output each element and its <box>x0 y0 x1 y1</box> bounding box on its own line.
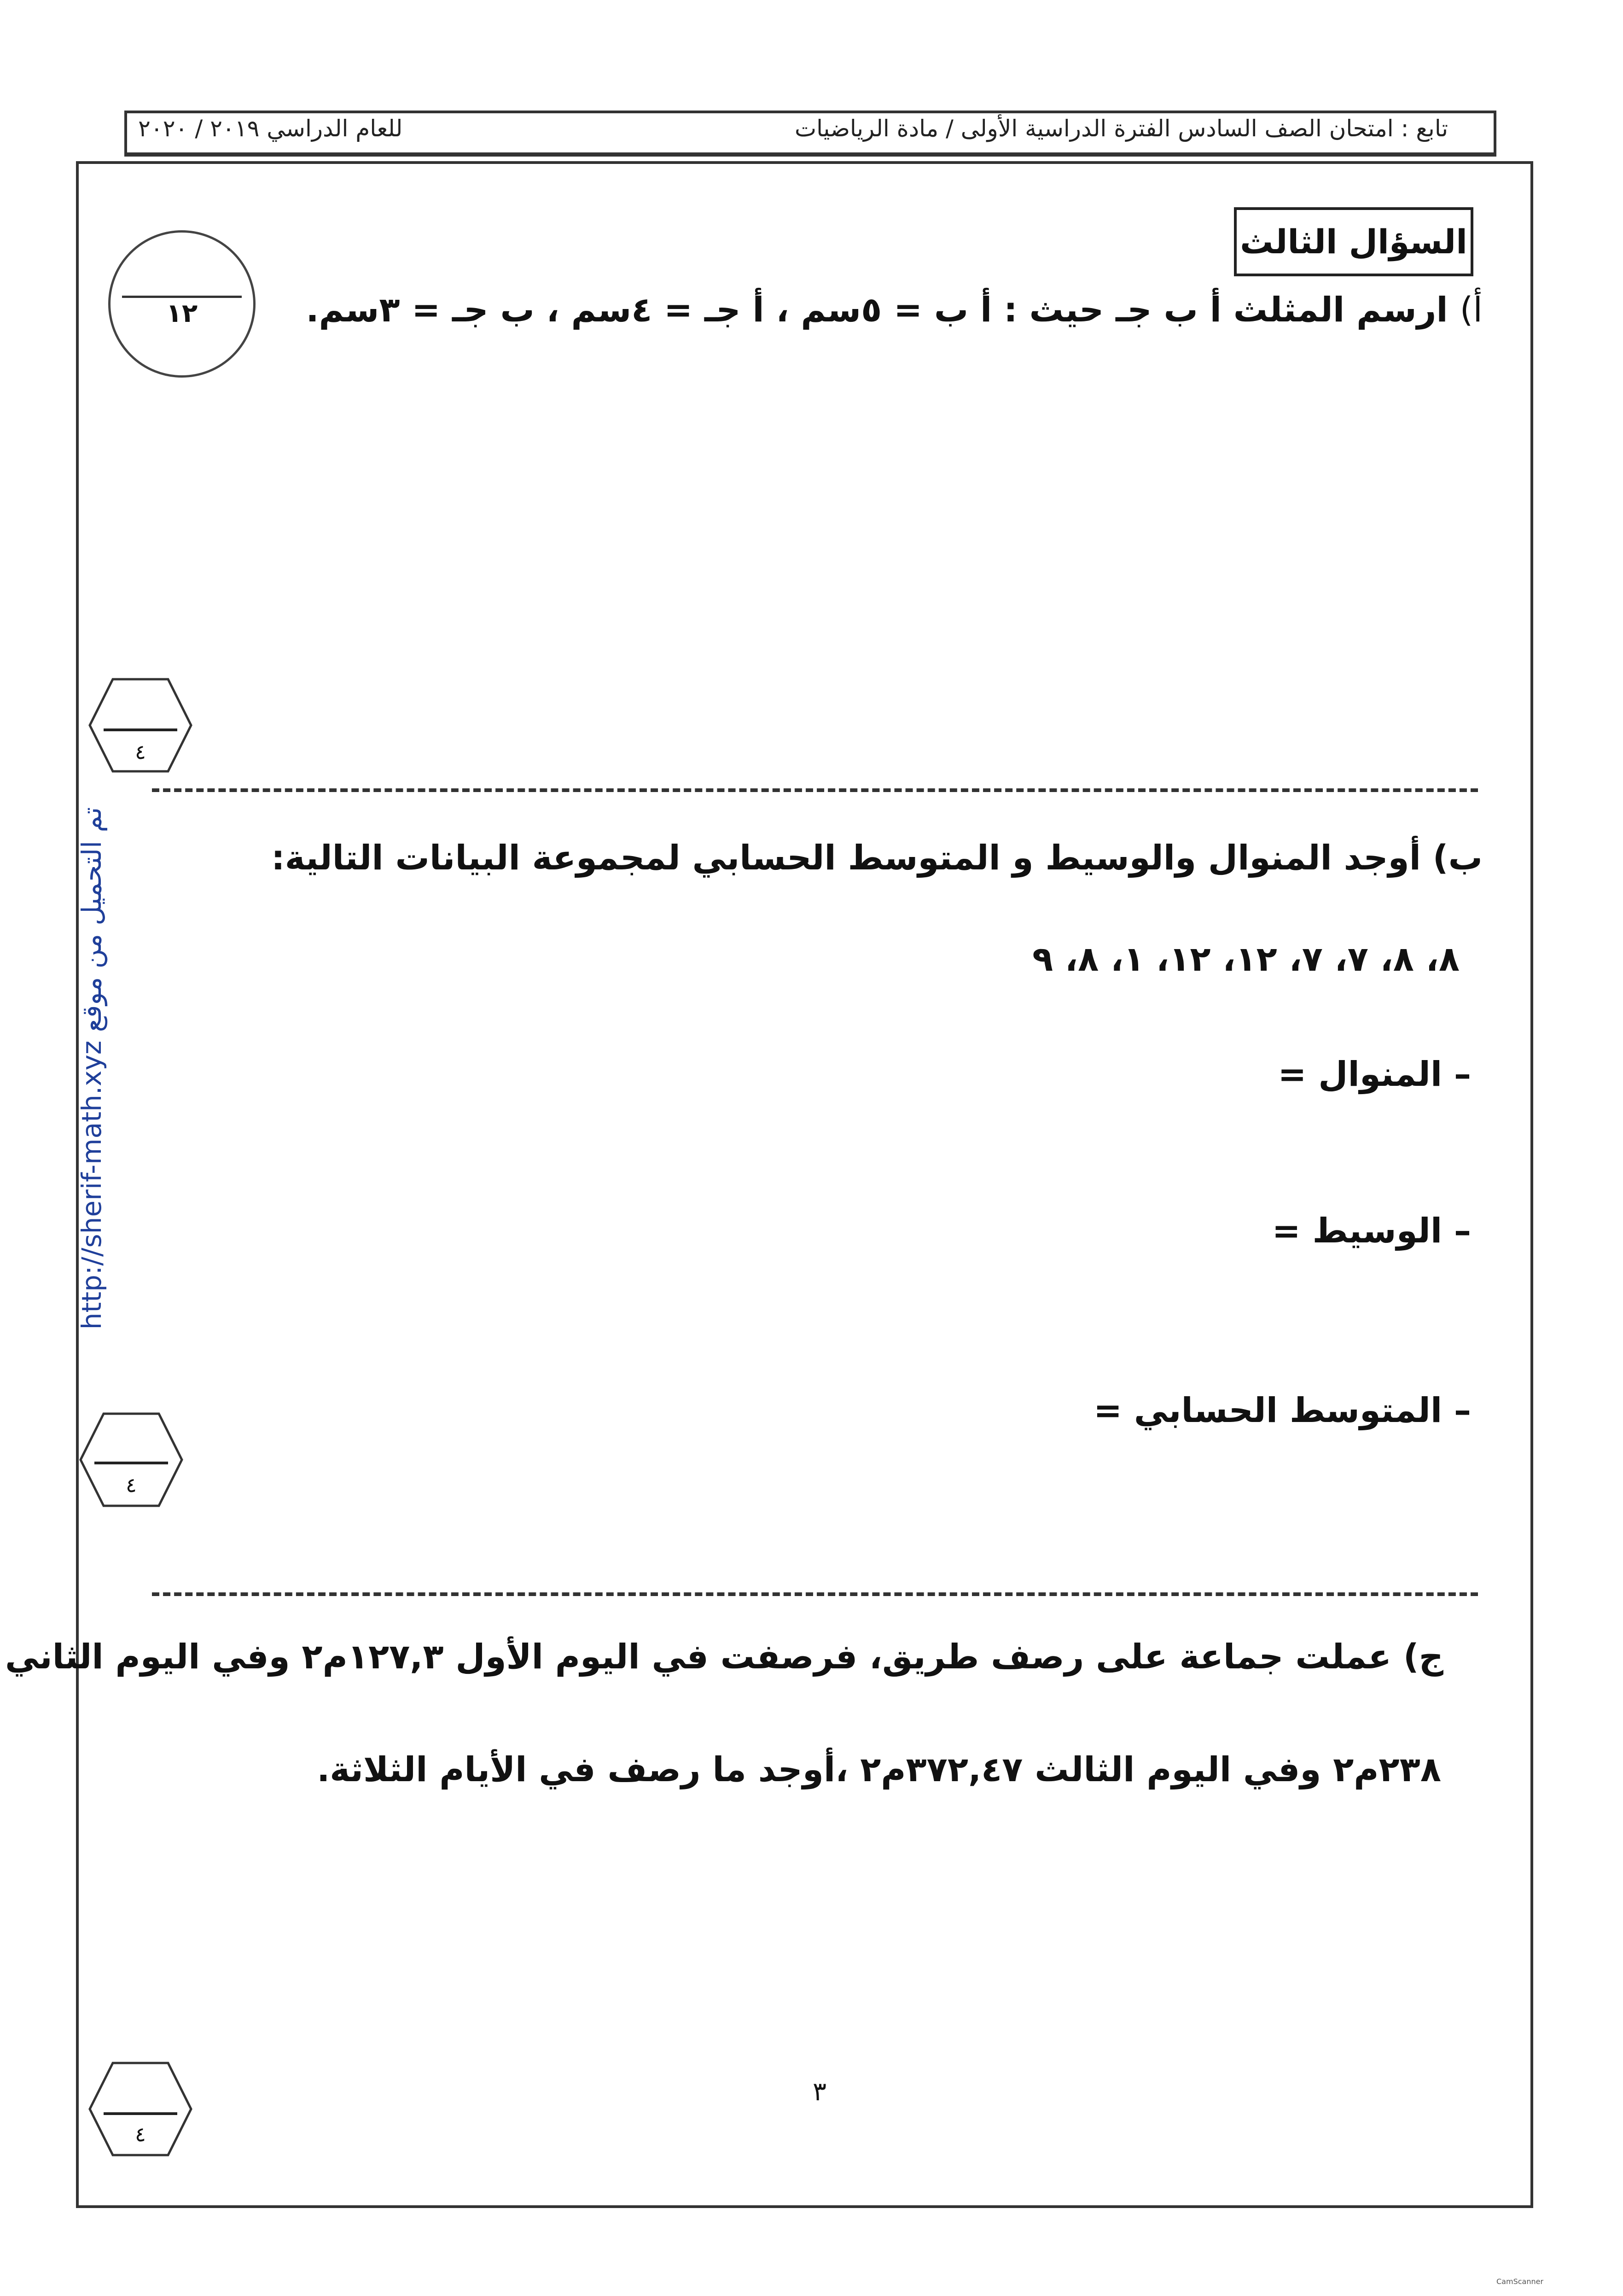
page-border <box>76 161 1533 2208</box>
part-c-line-2: ٢٣٨م٢ وفي اليوم الثالث ٣٧٢,٤٧م٢ ،أوجد ما رصف في الأيام الثلاثة. <box>317 1750 1441 1789</box>
part-b-max-mark: ٤ <box>126 1474 137 1497</box>
part-a-question <box>306 290 1483 330</box>
part-b-question: ب) أوجد المنوال والوسيط و المتوسط الحسابي لمجموعة البيانات التالية: <box>271 838 1483 878</box>
download-watermark: تم التحميل من موقع http://sherif-math.xyz <box>76 807 107 1330</box>
median-answer-line: – الوسيط = <box>1272 1211 1471 1251</box>
scanner-note: CamScanner <box>1496 2277 1544 2286</box>
header-exam-info: تابع : امتحان الصف السادس الفترة الدراسية الأولى / مادة الرياضيات <box>795 115 1448 142</box>
part-c-line-1: ج) عملت جماعة على رصف طريق، فرصفت في اليوم الأول ١٢٧,٣م٢ وفي اليوم الثاني <box>5 1637 1443 1677</box>
part-a-max-mark: ٤ <box>135 740 146 764</box>
part-a-text: ارسم المثلث أ ب جـ حيث : أ ب = ٥سم ، أ جـ = ٤سم ، ب جـ = ٣سم. <box>306 290 1448 330</box>
divider-b-c <box>152 1592 1478 1596</box>
divider-a-b <box>152 788 1478 792</box>
part-b-data-values: ٨، ٨، ٧، ٧، ١٢، ١٢، ١، ٨، ٩ <box>1032 939 1460 979</box>
part-c-max-mark: ٤ <box>135 2123 146 2146</box>
total-mark-value: ١٢ <box>166 298 198 328</box>
part-a-label: أ) <box>1460 290 1483 330</box>
header-school-year: للعام الدراسي ٢٠١٩ / ٢٠٢٠ <box>138 115 403 142</box>
page-number: ٣ <box>812 2077 827 2107</box>
total-mark-line <box>122 296 242 298</box>
mode-answer-line: – المنوال = <box>1278 1055 1471 1094</box>
mean-answer-line: – المتوسط الحسابي = <box>1094 1391 1471 1430</box>
question-title: السؤال الثالث <box>1234 207 1473 276</box>
